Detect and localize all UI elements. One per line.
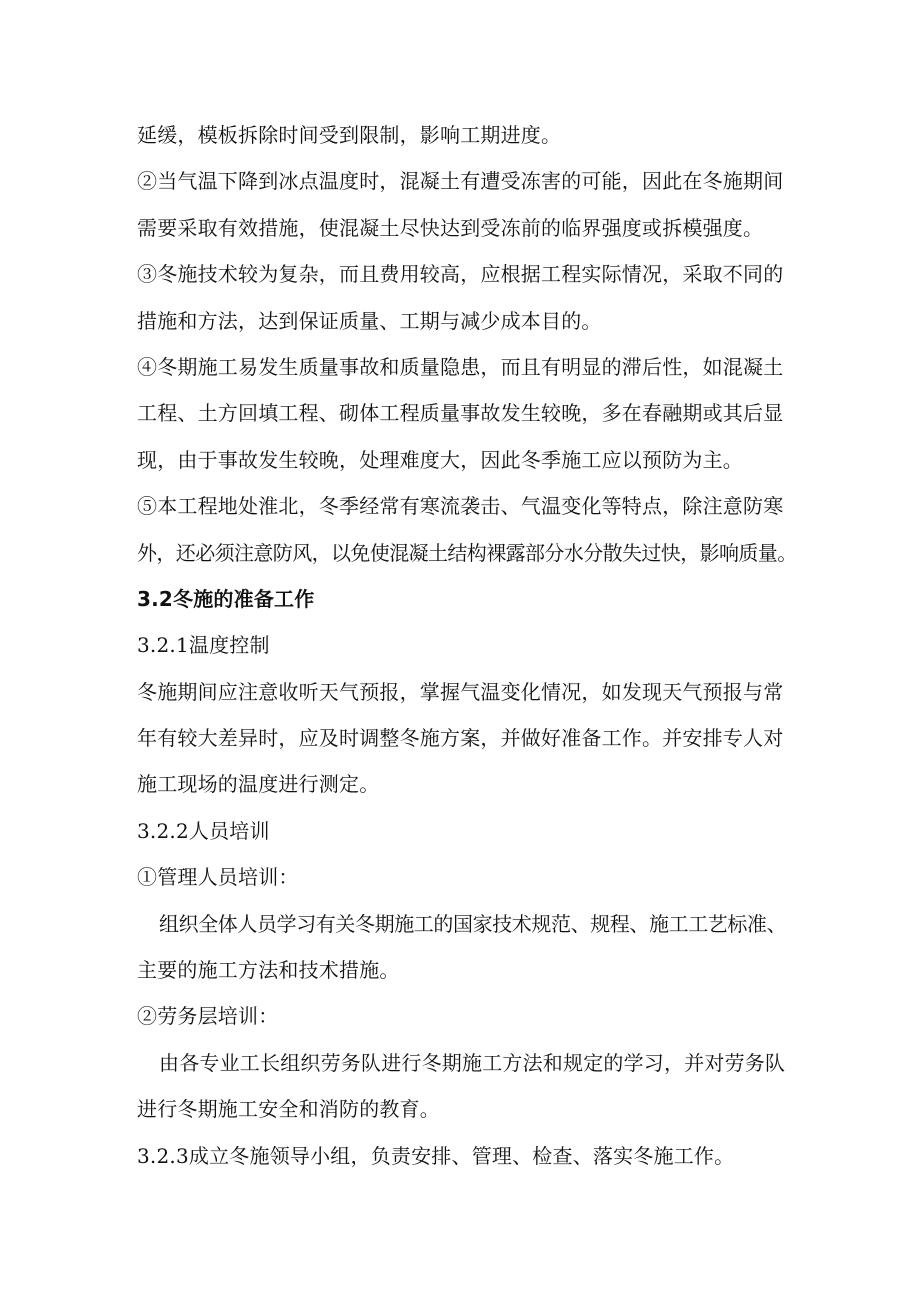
section-heading: 3.2冬施的准备工作 [137,586,315,611]
list-item-heading: ②劳务层培训： [137,1004,279,1029]
paragraph-line: 组织全体人员学习有关冬期施工的国家技术规范、规程、施工工艺标准、 [159,911,787,936]
paragraph-line: 现，由于事故发生较晚，处理难度大，因此冬季施工应以预防为主。 [137,447,743,472]
list-item-heading: ①管理人员培训： [137,865,299,890]
subsection-heading: 3.2.1温度控制 [137,633,270,658]
subsection-heading: 3.2.2人员培训 [137,818,270,843]
paragraph-line: 工程、土方回填工程、砌体工程质量事故发生较晚，多在春融期或其后显 [137,401,784,426]
paragraph-line: 年有较大差异时，应及时调整冬施方案，并做好准备工作。并安排专人对 [137,726,784,751]
document-body [137,112,797,1179]
subsection-heading: 3.2.3成立冬施领导小组，负责安排、管理、检查、落实冬施工作。 [137,1143,735,1168]
paragraph-line: ②当气温下降到冰点温度时，混凝土有遭受冻害的可能，因此在冬施期间 [137,169,784,194]
paragraph-line: ③冬施技术较为复杂，而且费用较高，应根据工程实际情况，采取不同的 [137,262,784,287]
paragraph-line: 由各专业工长组织劳务队进行冬期施工方法和规定的学习，并对劳务队 [159,1050,786,1075]
paragraph-line: 措施和方法，达到保证质量、工期与减少成本目的。 [137,308,602,333]
paragraph-line: 延缓，模板拆除时间受到限制，影响工期进度。 [137,123,562,147]
paragraph-line: 需要采取有效措施，使混凝土尽快达到受冻前的临界强度或拆模强度。 [137,215,764,240]
paragraph-line: 冬施期间应注意收听天气预报，掌握气温变化情况，如发现天气预报与常 [137,679,784,704]
paragraph-line: ④冬期施工易发生质量事故和质量隐患，而且有明显的滞后性，如混凝土 [137,354,784,379]
paragraph-line: 外，还必须注意防风，以免使混凝土结构裸露部分水分散失过快，影响质量。 [137,540,797,565]
paragraph-line: 主要的施工方法和技术措施。 [137,958,400,983]
paragraph-line: ⑤本工程地处淮北，冬季经常有寒流袭击、气温变化等特点，除注意防寒 [137,494,784,519]
paragraph-line: 施工现场的温度进行测定。 [137,772,380,797]
paragraph-line: 进行冬期施工安全和消防的教育。 [137,1097,440,1122]
